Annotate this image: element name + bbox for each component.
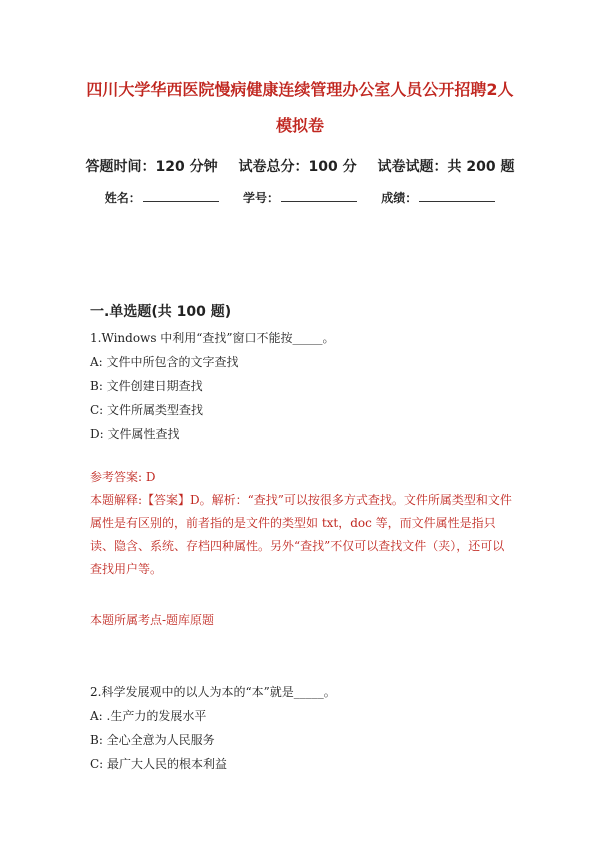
student-id-label: 学号： (242, 191, 279, 205)
student-id-blank (281, 189, 357, 202)
question-2-option-c: C: 最广大人民的根本利益 (90, 757, 228, 771)
question-1-stem: 1.Windows 中利用“查找”窗口不能按_____。 (90, 331, 335, 345)
question-2-option-b: B: 全心全意为人民服务 (90, 733, 215, 747)
exam-time: 答题时间：120 分钟 (85, 159, 218, 175)
name-blank (143, 189, 219, 202)
question-1-source: 本题所属考点-题库原题 (90, 613, 215, 627)
name-field (105, 189, 219, 206)
question-1-explanation: 本题解释:【答案】D。解析：“查找”可以按很多方式查找。文件所属类型和文件属性是有区别的，前者指的是文件的类型如 txt，doc 等，而文件属性是指只读、隐含、系统、存档四种属性。另外“查找”不仅可以查找文件（夹），还可以查找用户等。 (90, 493, 512, 576)
score-field (381, 189, 495, 206)
question-1-option-c: C: 文件所属类型查找 (90, 403, 204, 417)
exam-total-score: 试卷总分：100 分 (238, 159, 357, 175)
exam-title: 四川大学华西医院慢病健康连续管理办公室人员公开招聘2人模拟卷 (86, 80, 514, 135)
exam-total-questions: 试卷试题：共 200 题 (377, 159, 515, 175)
student-fields (60, 189, 540, 206)
question-1-answer: 参考答案: D (90, 470, 156, 484)
exam-info (60, 156, 540, 176)
section-title: 一.单选题(共 100 题) (90, 304, 232, 320)
name-label: 姓名： (104, 191, 141, 205)
question-2-option-a: A: .生产力的发展水平 (90, 709, 207, 723)
question-1-option-d: D: 文件属性查找 (90, 427, 180, 441)
student-id-field (243, 189, 357, 206)
question-2-stem: 2.科学发展观中的以人为本的“本”就是_____。 (90, 685, 336, 699)
score-label: 成绩： (381, 191, 418, 205)
question-1-option-a: A: 文件中所包含的文字查找 (90, 355, 239, 369)
question-1-option-b: B: 文件创建日期查找 (90, 379, 203, 393)
score-blank (419, 189, 495, 202)
